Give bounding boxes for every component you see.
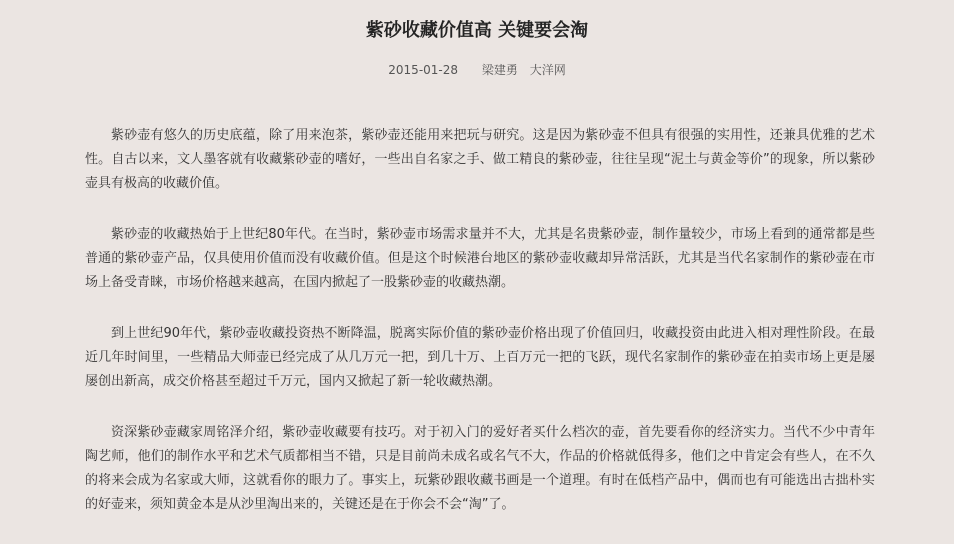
article-paragraph: 资深紫砂壶藏家周铭泽介绍，紫砂壶收藏要有技巧。对于初入门的爱好者买什么档次的壶，首先要看你的经济实力。当代不少中青年陶艺师，他们的制作水平和艺术气质都相当不错，只是目前尚未成名或名气不大，作品的价格就低得多，他们之中肯定会有些人，在不久的将来会成为名家或大师，这就看你的眼力了。事实上，玩紫砂跟收藏书画是一个道理。有时在低档产品中，偶而也有可能选出古拙朴实的好壶来，须知黄金本是从沙里淘出来的，关键还是在于你会不会“淘”了。	[85, 425, 875, 512]
article-body	[85, 124, 875, 544]
article-meta	[0, 61, 954, 79]
article-paragraph: 紫砂壶的收藏热始于上世纪80年代。在当时，紫砂壶市场需求量并不大，尤其是名贵紫砂壶，制作量较少，市场上看到的通常都是些普通的紫砂壶产品，仅具使用价值而没有收藏价值。但是这个时候港台地区的紫砂壶收藏却异常活跃，尤其是当代名家制作的紫砂壶在市场上备受青睐，市场价格越来越高，在国内掀起了一股紫砂壶的收藏热潮。	[85, 227, 875, 290]
article-paragraph: 紫砂壶有悠久的历史底蕴，除了用来泡茶，紫砂壶还能用来把玩与研究。这是因为紫砂壶不但具有很强的实用性，还兼具优雅的艺术性。自古以来，文人墨客就有收藏紫砂壶的嗜好，一些出自名家之手、做工精良的紫砂壶，往往呈现“泥土与黄金等价”的现象，所以紫砂壶具有极高的收藏价值。	[85, 128, 875, 191]
publish-date: 2015-01-28	[388, 63, 459, 77]
article-paragraph: 到上世纪90年代，紫砂壶收藏投资热不断降温，脱离实际价值的紫砂壶价格出现了价值回归，收藏投资由此进入相对理性阶段。在最近几年时间里，一些精品大师壶已经完成了从几万元一把，到几十万、上百万元一把的飞跃，现代名家制作的紫砂壶在拍卖市场上更是屡屡创出新高，成交价格甚至超过千万元，国内又掀起了新一轮收藏热潮。	[85, 326, 875, 389]
article-title: 紫砂收藏价值高 关键要会淘	[365, 20, 589, 41]
author-name: 梁建勇	[481, 63, 518, 77]
source-name: 大洋网	[529, 63, 566, 77]
